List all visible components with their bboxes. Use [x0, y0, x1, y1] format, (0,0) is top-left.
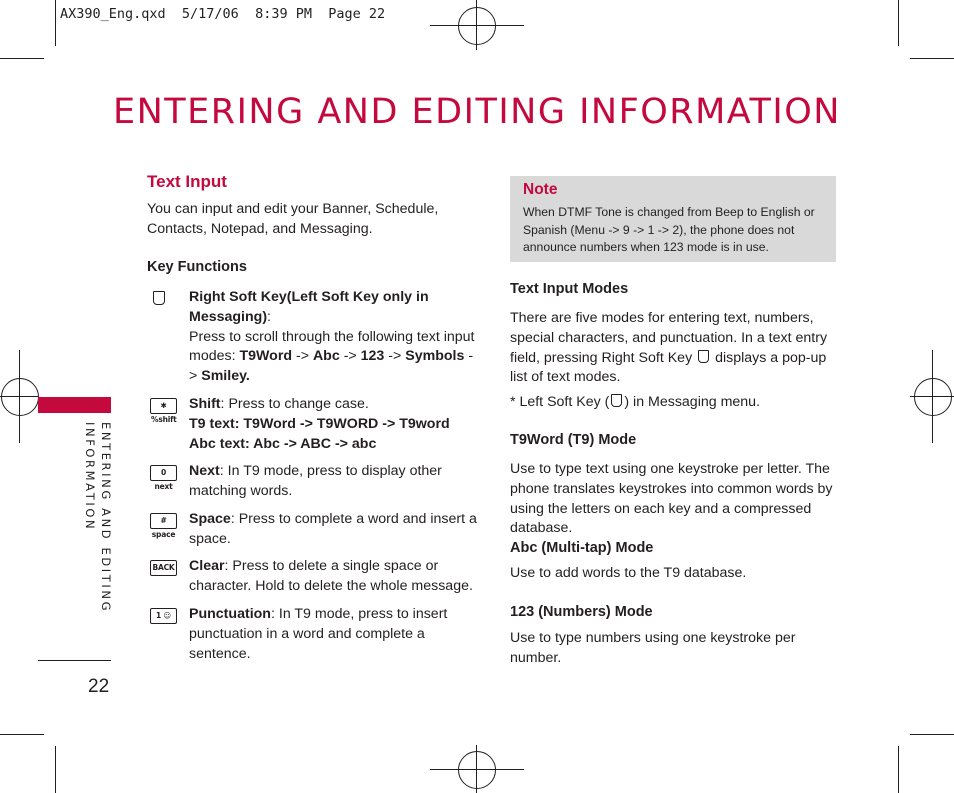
key-functions-heading: Key Functions [147, 259, 247, 275]
key-description: Clear: Press to delete a single space or character. Hold to delete the whole message. [189, 558, 473, 594]
key-name: Punctuation [189, 606, 271, 622]
mode-body: Use to type numbers using one keystroke per number. [510, 630, 796, 666]
key-name: Shift [189, 396, 221, 412]
side-tab-line2: INFORMATION [83, 422, 97, 532]
key-description: Punctuation: In T9 mode, press to insert punctuation in a word and complete a sentence. [189, 606, 448, 662]
left-soft-key-icon [611, 394, 622, 407]
key-name: Right Soft Key(Left Soft Key only in Messaging) [189, 289, 429, 325]
key-desc: In T9 mode, press to display other matching words. [189, 463, 442, 499]
note-body: When DTMF Tone is changed from Beep to English or Spanish (Menu -> 9 -> 1 -> 2), the phone does not announce numbers when 123 mode is in use. [523, 205, 815, 254]
right-soft-key-icon [698, 350, 709, 363]
side-tab-label [70, 422, 114, 613]
crop-mark [910, 734, 954, 735]
crop-mark [898, 0, 899, 46]
key-desc: Press to complete a word and insert a space. [189, 511, 477, 547]
crop-mark [55, 746, 56, 793]
key-desc: Press to change case. [228, 396, 369, 412]
key-description: Next: In T9 mode, press to display other matching words. [189, 463, 442, 499]
one-punctuation-key-icon: 1 ☺ [150, 608, 177, 624]
side-tab-bar [38, 397, 111, 413]
key-name: Space [189, 511, 231, 527]
mode-body: Use to add words to the T9 database. [510, 565, 747, 581]
key-description: Right Soft Key(Left Soft Key only in Messaging): Press to scroll through the following text input modes: T9Word -> Abc -> 123 -> Symbols -> Smiley. [189, 289, 475, 385]
page-number: 22 [88, 676, 110, 697]
crop-mark [898, 746, 899, 793]
key-description: Shift: Press to change case. T9 text: T9Word -> T9WORD -> T9word Abc text: Abc -> ABC -> abc [189, 396, 450, 452]
section-heading-text-input: Text Input [147, 172, 227, 191]
intro-paragraph: You can input and edit your Banner, Schedule, Contacts, Notepad, and Messaging. [147, 201, 439, 237]
footer-rule [38, 660, 111, 661]
page-title: ENTERING AND EDITING INFORMATION [113, 92, 841, 132]
crop-mark [55, 0, 56, 46]
key-desc: Press to delete a single space or character. Hold to delete the whole message. [189, 558, 473, 594]
right-soft-key-icon [153, 291, 165, 305]
note-box [510, 176, 836, 262]
soft-key-footnote: * Left Soft Key ( ) in Messaging menu. [510, 394, 761, 410]
crop-mark [0, 734, 44, 735]
note-heading: Note [523, 181, 558, 198]
pound-space-key-icon: # space [150, 513, 177, 529]
crop-mark [910, 58, 954, 59]
side-tab-line1: ENTERING AND EDITING [99, 422, 113, 614]
print-slug: AX390_Eng.qxd 5/17/06 8:39 PM Page 22 [60, 6, 386, 22]
text-input-modes-heading: Text Input Modes [510, 281, 629, 297]
key-name: Next [189, 463, 220, 479]
mode-heading: Abc (Multi-tap) Mode [510, 540, 654, 556]
mode-heading: T9Word (T9) Mode [510, 432, 637, 448]
key-desc: Press to scroll through the following text input modes: [189, 328, 475, 365]
key-description: Space: Press to complete a word and insert a space. [189, 511, 477, 547]
crop-mark [0, 58, 44, 59]
star-shift-key-icon: ✱ %shift [150, 398, 177, 414]
mode-heading: 123 (Numbers) Mode [510, 604, 653, 620]
zero-next-key-icon: 0 next [150, 465, 177, 481]
key-desc: In T9 mode, press to insert punctuation in a word and complete a sentence. [189, 606, 448, 662]
back-clear-key-icon: BACK [150, 560, 177, 576]
key-name: Clear [189, 558, 225, 574]
text-input-modes-body: There are five modes for entering text, numbers, special characters, and punctuation. In a text entry field, pressing Right Soft Key displays a pop-up list of text modes. [510, 310, 828, 386]
mode-body: Use to type text using one keystroke per letter. The phone translates keystrokes into common words by using the letters on each key and a compressed database. [510, 461, 833, 537]
